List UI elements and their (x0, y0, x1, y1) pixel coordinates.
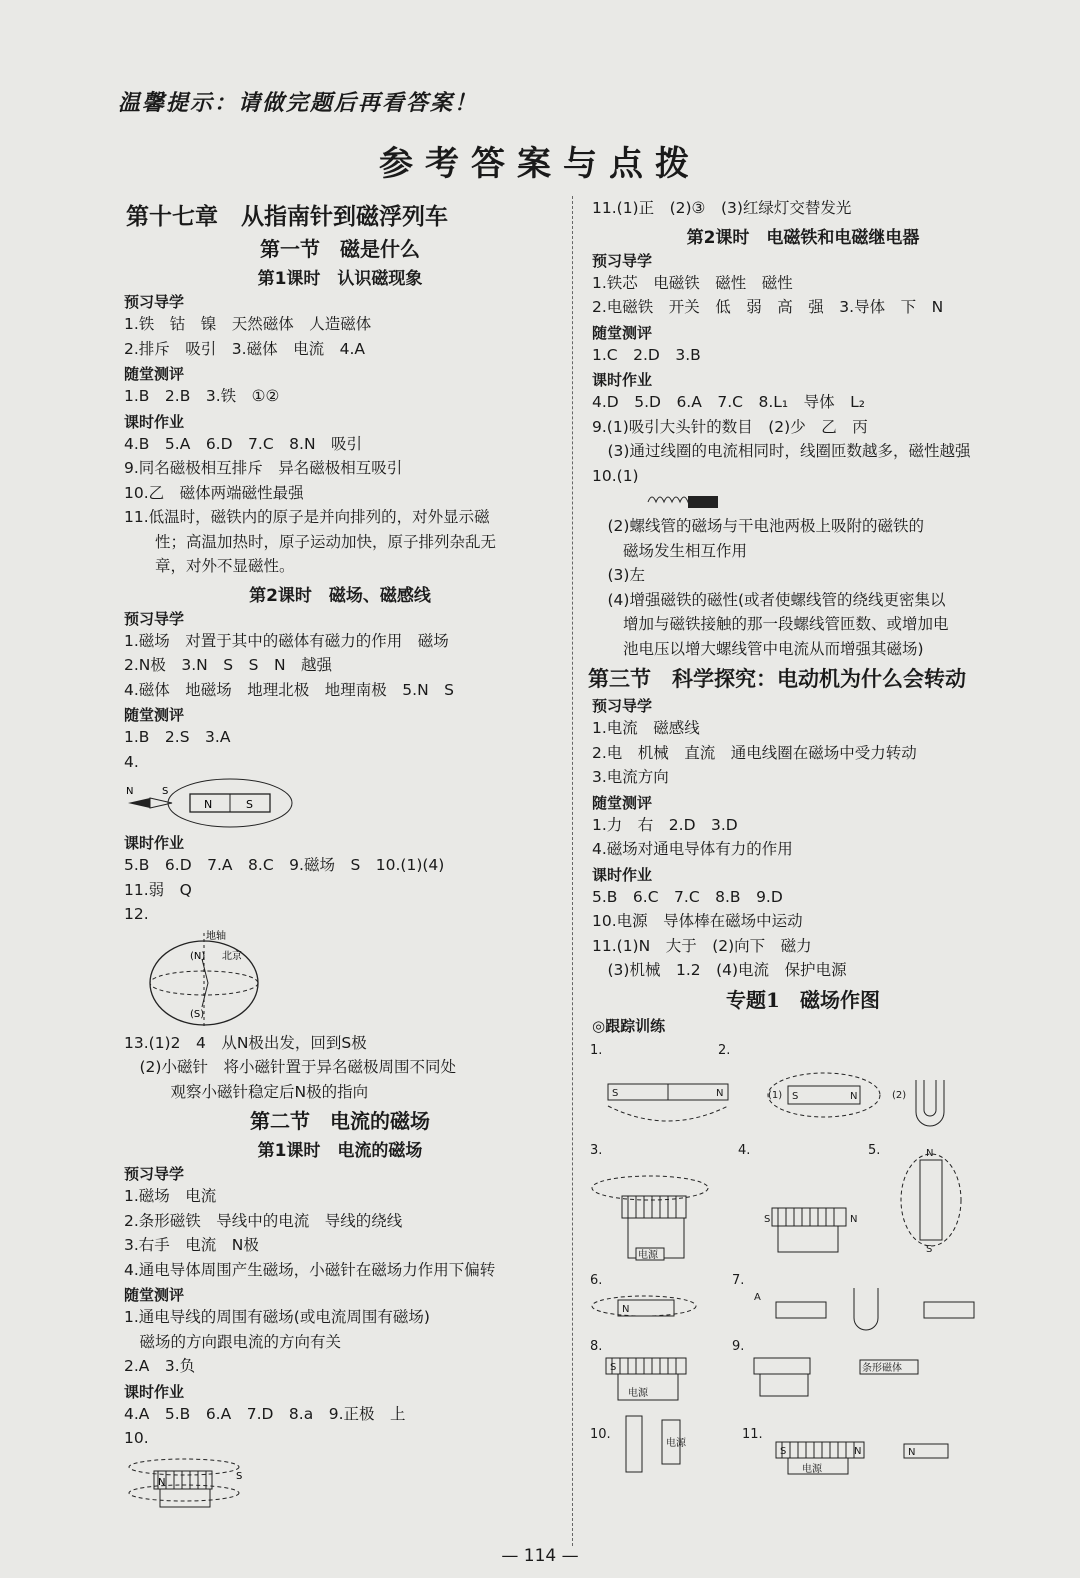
answer-line: (4)增强磁铁的磁性(或者使螺线管的绕线更密集以 (592, 590, 946, 609)
chapter-heading: 第十七章 从指南针到磁浮列车 (126, 203, 448, 230)
answer-line: 1.电流 磁感线 (592, 719, 700, 737)
answer-line: 2.A 3.负 (124, 1357, 196, 1375)
answer-line: 1.铁 钴 镍 天然磁体 人造磁体 (124, 315, 372, 333)
beijing-label: 北京 (222, 950, 242, 962)
section-heading: 第一节 磁是什么 (260, 237, 420, 261)
bar-magnet-label: 条形磁体 (862, 1362, 902, 1374)
answer-line: 5.B 6.D 7.A 8.C 9.磁场 S 10.(1)(4) (124, 856, 445, 874)
answer-line: 池电压以增大螺线管中电流从而增强其磁场) (592, 639, 924, 658)
point-a-label: A (754, 1291, 761, 1303)
pole-s-label: S (612, 1087, 619, 1099)
part-label: (1) (768, 1089, 783, 1101)
reminder-note: 温馨提示：请做完题后再看答案！ (118, 91, 479, 116)
label-preview: 预习导学 (124, 1165, 185, 1183)
label-preview: 预习导学 (124, 293, 185, 311)
pole-n-label: N (158, 1476, 166, 1488)
answer-line: 2.N极 3.N S S N 越强 (124, 656, 333, 674)
label-preview: 预习导学 (592, 697, 653, 715)
answer-line: 13.(1)2 4 从N极出发，回到S极 (124, 1033, 367, 1052)
pole-n-label: N (850, 1213, 858, 1225)
answer-line: 4.通电导体周围产生磁场，小磁针在磁场力作用下偏转 (124, 1260, 496, 1279)
answer-line: 10. (124, 1429, 149, 1447)
answer-line: 10.乙 磁体两端磁性最强 (124, 483, 304, 502)
answer-line: 增加与磁铁接触的那一段螺线管匝数、或增加电 (592, 615, 949, 633)
page-number: — 114 — (501, 1546, 579, 1566)
answer-line: 1.B 2.S 3.A (124, 728, 231, 746)
label-homework: 课时作业 (592, 865, 653, 884)
answer-line: 2.电 机械 直流 通电线圈在磁场中受力转动 (592, 743, 917, 762)
answer-line: 1.铁芯 电磁铁 磁性 磁性 (592, 273, 793, 292)
answer-line: 磁场发生相互作用 (592, 541, 748, 560)
answer-line: 1.B 2.B 3.铁 ①② (124, 387, 280, 405)
lesson-heading: 第1课时 电流的磁场 (257, 1141, 423, 1161)
answer-line: 4.B 5.A 6.D 7.C 8.N 吸引 (124, 434, 363, 453)
answer-line: 4.磁场对通电导体有力的作用 (592, 840, 793, 858)
answer-line: 磁场的方向跟电流的方向有关 (124, 1332, 342, 1351)
answer-line: 4.D 5.D 6.A 7.C 8.L₁ 导体 L₂ (592, 393, 865, 411)
coil-battery-figure (592, 490, 792, 512)
earth-axis-label: 地轴 (206, 930, 226, 942)
fig-number: 11. (742, 1426, 763, 1442)
label-test: 随堂测评 (592, 323, 653, 342)
answer-line: 1.C 2.D 3.B (592, 345, 701, 364)
answer-line: 11.低温时，磁铁内的原子是并向排列的，对外显示磁 (124, 508, 490, 526)
pole-s-label: S (792, 1090, 799, 1102)
pole-s-label: S (780, 1445, 787, 1457)
answer-line: 4. (124, 752, 139, 771)
fig-number: 10. (590, 1426, 611, 1442)
pole-s-label: S (236, 1470, 243, 1482)
fig-number: 9. (732, 1338, 745, 1354)
fig-number: 2. (718, 1042, 731, 1058)
answer-line: 2.条形磁铁 导线中的电流 导线的绕线 (124, 1211, 403, 1230)
answer-line: 11.弱 Q (124, 880, 192, 899)
answer-line: 10.电源 导体棒在磁场中运动 (592, 912, 803, 930)
page-title: 参考答案与点拨 (379, 144, 701, 184)
answer-line: 9.(1)吸引大头针的数目 (2)少 乙 丙 (592, 417, 868, 436)
pole-n-label: N (622, 1303, 630, 1315)
lesson-heading: 第1课时 认识磁现象 (257, 269, 423, 289)
lesson-heading: 第2课时 磁场、磁感线 (249, 585, 431, 606)
answer-line: 3.电流方向 (592, 768, 669, 786)
answer-line: 10.(1) (592, 466, 639, 485)
needle-n-label: N (126, 786, 134, 797)
column-divider (572, 196, 574, 1546)
fig-number: 8. (590, 1338, 603, 1354)
fig-number: 7. (732, 1272, 745, 1288)
pole-n-label: N (854, 1445, 862, 1457)
pole-s-label: S (764, 1213, 771, 1225)
pole-n-label: N (716, 1087, 724, 1099)
fig-number: 5. (868, 1142, 881, 1158)
answer-line: 1.磁场 电流 (124, 1187, 217, 1205)
pole-n-label: N (926, 1147, 934, 1159)
label-test: 随堂测评 (592, 793, 653, 812)
answer-line: (3)左 (592, 566, 645, 584)
answer-line: 11.(1)N 大于 (2)向下 磁力 (592, 936, 812, 955)
fig-number: 1. (590, 1042, 603, 1058)
label-preview: 预习导学 (592, 251, 653, 270)
fig-number: 6. (590, 1272, 603, 1288)
answer-line: 4.磁体 地磁场 地理北极 地理南极 5.N S (124, 680, 455, 699)
needle-s-label: S (162, 786, 169, 797)
answer-line: 性；高温加热时，原子运动加快，原子排列杂乱无 (124, 532, 497, 551)
label-homework: 课时作业 (124, 412, 185, 431)
answer-line: 12. (124, 905, 149, 923)
answer-line: 5.B 6.C 7.C 8.B 9.D (592, 887, 783, 906)
answer-line: (2)螺线管的磁场与干电池两极上吸附的磁铁的 (592, 517, 924, 535)
answer-line: 2.排斥 吸引 3.磁体 电流 4.A (124, 339, 365, 358)
pole-n-label: N (204, 798, 213, 811)
fig-number: 4. (738, 1142, 751, 1158)
pole-s-label: S (610, 1361, 617, 1373)
answer-line: 2.电磁铁 开关 低 弱 高 强 3.导体 下 N (592, 298, 944, 316)
lesson-heading: 第2课时 电磁铁和电磁继电器 (686, 227, 920, 248)
section-heading: 第三节 科学探究：电动机为什么会转动 (588, 666, 966, 691)
pole-s-label: S (926, 1243, 933, 1255)
answer-line: 章，对外不显磁性。 (124, 557, 295, 575)
answer-line: 观察小磁针稳定后N极的指向 (124, 1082, 369, 1101)
answer-line: 11.(1)正 (2)③ (3)红绿灯交替发光 (592, 199, 852, 217)
pole-s-label: (S) (190, 1008, 205, 1020)
label-test: 随堂测评 (124, 1286, 185, 1304)
answer-line: (3)机械 1.2 (4)电流 保护电源 (592, 961, 847, 979)
bar-magnet-figure (124, 776, 324, 830)
power-source-label: 电源 (666, 1437, 686, 1449)
power-source-label: 电源 (628, 1387, 648, 1399)
answer-line: 1.通电导线的周围有磁场(或电流周围有磁场) (124, 1308, 430, 1326)
answer-line: (2)小磁针 将小磁针置于异名磁极周围不同处 (124, 1058, 456, 1076)
answer-line: 4.A 5.B 6.A 7.D 8.a 9.正极 上 (124, 1404, 406, 1423)
power-source-label: 电源 (638, 1249, 658, 1261)
answer-line: 1.力 右 2.D 3.D (592, 815, 738, 834)
answer-line: (3)通过线圈的电流相同时，线圈匝数越多，磁性越强 (592, 442, 971, 460)
right-column (588, 196, 1018, 1476)
label-homework: 课时作业 (124, 1382, 185, 1401)
pole-n-label: (N) (190, 950, 206, 962)
label-test: 随堂测评 (124, 706, 185, 724)
pole-n-label: N (908, 1446, 916, 1458)
pole-s-label: S (246, 798, 253, 811)
solenoid-figure (124, 1453, 284, 1511)
part-label: (2) (892, 1089, 907, 1101)
pole-n-label: N (850, 1090, 858, 1102)
answer-line: 3.右手 电流 N极 (124, 1236, 259, 1254)
left-column (120, 196, 560, 1513)
fig-number: 3. (590, 1142, 603, 1158)
magnetic-field-drawings (588, 1036, 1008, 1476)
section-heading: 第二节 电流的磁场 (250, 1109, 430, 1133)
label-test: 随堂测评 (124, 365, 185, 383)
answer-line: 1.磁场 对置于其中的磁体有磁力的作用 磁场 (124, 631, 449, 650)
label-homework: 课时作业 (592, 371, 653, 389)
label-preview: 预习导学 (124, 609, 185, 628)
earth-magnetic-figure (124, 929, 334, 1029)
label-track: ◎跟踪训练 (592, 1016, 666, 1035)
answer-line: 9.同名磁极相互排斥 异名磁极相互吸引 (124, 459, 403, 477)
topic-heading: 专题1 磁场作图 (726, 987, 880, 1012)
power-source-label: 电源 (802, 1463, 822, 1475)
label-homework: 课时作业 (124, 834, 185, 852)
